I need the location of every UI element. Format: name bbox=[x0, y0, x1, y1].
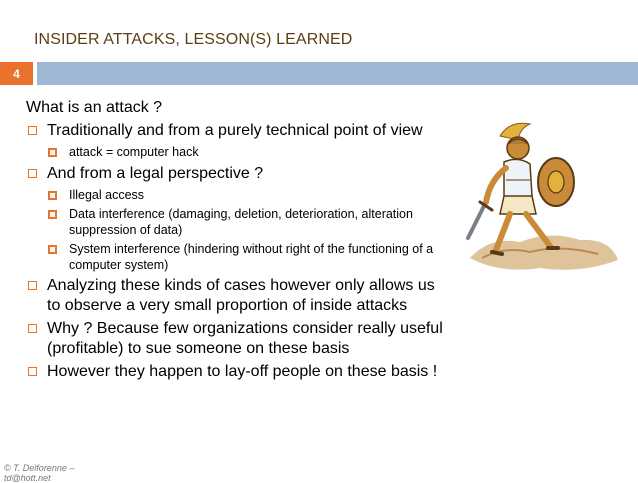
bullet-text: Why ? Because few organizations consider really useful (profitable) to sue someone on these basis bbox=[47, 320, 443, 357]
bullet-item bbox=[26, 121, 446, 141]
content-heading: What is an attack ? bbox=[26, 99, 163, 116]
sub-bullet-text: Data interference (damaging, deletion, deterioration, alteration suppression of data) bbox=[69, 207, 413, 237]
hollow-square-bullet-icon bbox=[28, 126, 37, 135]
bullet-item bbox=[26, 362, 446, 382]
filled-square-bullet-icon bbox=[48, 210, 57, 219]
hollow-square-bullet-icon bbox=[28, 367, 37, 376]
slide-content bbox=[26, 97, 446, 382]
sub-bullet-item bbox=[26, 207, 446, 238]
bullet-item bbox=[26, 319, 446, 359]
sub-bullet-text: Illegal access bbox=[69, 187, 145, 202]
sub-bullet-item bbox=[26, 242, 446, 273]
footer-line-2: td@hott.net bbox=[4, 473, 51, 483]
sub-bullet-item bbox=[26, 188, 446, 204]
title-divider-bar bbox=[37, 62, 638, 85]
filled-square-bullet-icon bbox=[48, 245, 57, 254]
sub-bullet-item bbox=[26, 145, 446, 161]
sub-bullet-text: attack = computer hack bbox=[69, 145, 199, 159]
footer-credit bbox=[4, 463, 74, 483]
warrior-clipart-icon bbox=[460, 118, 620, 278]
bullet-text: Analyzing these kinds of cases however only allows us to observe a very small proportion of inside attacks bbox=[47, 277, 435, 314]
bullet-text: And from a legal perspective ? bbox=[47, 164, 264, 182]
hollow-square-bullet-icon bbox=[28, 324, 37, 333]
bullet-text: Traditionally and from a purely technical point of view bbox=[47, 122, 423, 139]
bullet-item bbox=[26, 164, 446, 184]
sub-bullet-text: System interference (hindering without right of the functioning of a computer system) bbox=[69, 242, 434, 272]
footer-line-1: © T. Delforenne – bbox=[4, 463, 75, 473]
slide-title: INSIDER ATTACKS, LESSON(S) LEARNED bbox=[34, 31, 353, 48]
filled-square-bullet-icon bbox=[48, 148, 57, 157]
slide-number-bar bbox=[0, 62, 638, 85]
hollow-square-bullet-icon bbox=[28, 169, 37, 178]
bullet-text: However they happen to lay-off people on these basis ! bbox=[47, 363, 438, 380]
bullet-item bbox=[26, 276, 446, 316]
hollow-square-bullet-icon bbox=[28, 281, 37, 290]
filled-square-bullet-icon bbox=[48, 191, 57, 200]
slide-number: 4 bbox=[0, 62, 33, 85]
